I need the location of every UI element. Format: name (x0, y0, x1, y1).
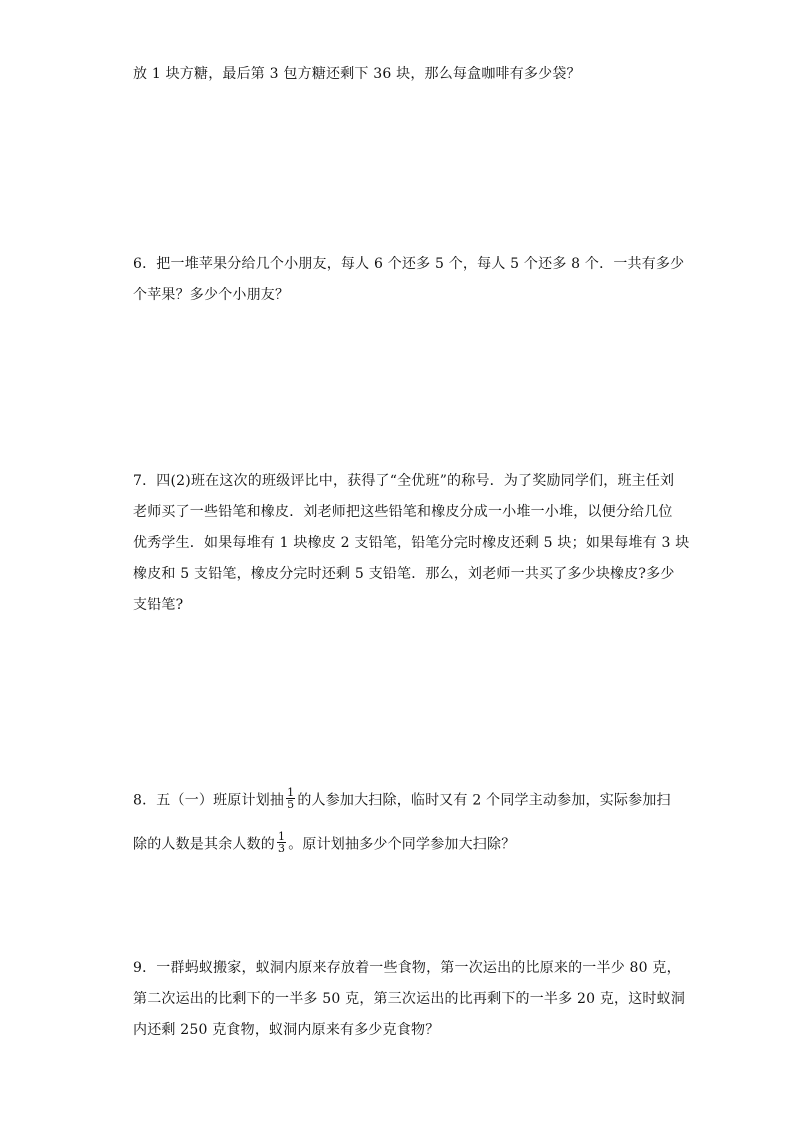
question-7-line-1: 7．四(2)班在这次的班级评比中，获得了“全优班”的称号．为了奖励同学们，班主任刘 (133, 473, 675, 489)
question-9-line-3: 内还剩 250 克食物，蚁洞内原来有多少克食物？ (133, 1022, 440, 1038)
fraction-one-fifth (286, 787, 295, 810)
question-8-line-1 (133, 786, 671, 812)
question-8-line-2-text-after: 。原计划抽多少个同学参加大扫除？ (288, 836, 516, 853)
question-6-line-2: 个苹果？多少个小朋友？ (133, 287, 290, 303)
fraction-denominator: 3 (278, 842, 286, 855)
question-8-line-1-text-before: 8．五（一）班原计划抽 (133, 792, 285, 809)
fraction-denominator: 5 (287, 798, 295, 811)
question-6-line-1: 6．把一堆苹果分给几个小朋友，每人 6 个还多 5 个，每人 5 个还多 8 个．一共有多少 (133, 256, 685, 272)
question-7-line-4: 橡皮和 5 支铅笔，橡皮分完时还剩 5 支铅笔．那么，刘老师一共买了多少块橡皮?多少 (133, 566, 675, 582)
question-7-line-5: 支铅笔? (133, 597, 184, 613)
question-7-line-3: 优秀学生．如果每堆有 1 块橡皮 2 支铅笔，铅笔分完时橡皮还剩 5 块；如果每堆有 3 块 (133, 535, 690, 551)
fraction-numerator: 1 (278, 830, 286, 843)
question-8-line-1-text-after: 的人参加大扫除，临时又有 2 个同学主动参加，实际参加扫 (297, 792, 671, 809)
fraction-one-third (277, 831, 286, 854)
fraction-numerator: 1 (287, 786, 295, 799)
question-7-line-2: 老师买了一些铅笔和橡皮．刘老师把这些铅笔和橡皮分成一小堆一小堆，以便分给几位 (133, 504, 673, 520)
question-9-line-2: 第二次运出的比剩下的一半多 50 克，第三次运出的比再剩下的一半多 20 克，这时蚁洞 (133, 991, 686, 1007)
question-8-line-2 (133, 830, 516, 856)
question-9-line-1: 9．一群蚂蚁搬家，蚁洞内原来存放着一些食物，第一次运出的比原来的一半少 80 克， (133, 960, 681, 976)
question-5-line-1: 放 1 块方糖，最后第 3 包方糖还剩下 36 块，那么每盒咖啡有多少袋？ (133, 66, 581, 82)
question-8-line-2-text-before: 除的人数是其余人数的 (133, 836, 275, 853)
